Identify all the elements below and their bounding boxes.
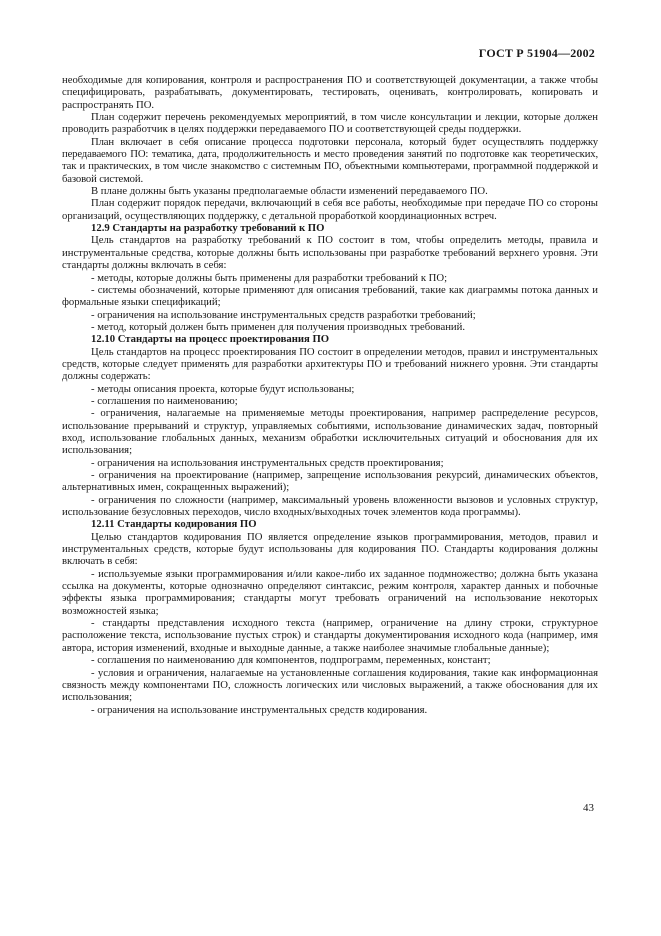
list-item: - используемые языки программирования и/или какое-либо их заданное подмножество; должна быть указана ссылка на документы, которые однозначно определяют синтаксис, режим контроля, характер данных и побочные эффекты языка программирования; стандарты могут требовать ограничений на использование некоторых возможностей языка; <box>62 567 598 617</box>
page-number: 43 <box>583 802 594 814</box>
list-item: - системы обозначений, которые применяют для описания требований, такие как диаграммы потока данных и формальные языки спецификаций; <box>62 283 598 309</box>
paragraph: План содержит порядок передачи, включающий в себя все работы, необходимые при передаче ПО со стороны организаций, осуществляющих поддержку, с детальной проработкой координационных встреч. <box>62 197 598 222</box>
list-item: - условия и ограничения, налагаемые на установленные соглашения кодирования, такие как информационная связность между компонентами ПО, сложность логических или числовых выражений, а также обоснования для их использования; <box>62 666 598 704</box>
list-item: - ограничения по сложности (например, максимальный уровень вложенности вызовов и условных структур, использование безусловных переходов, число входных/выходных точек элементов кода программы). <box>62 493 598 519</box>
list-item: - стандарты представления исходного текста (например, ограничение на длину строки, структурное расположение текста, использование пустых строк) и стандарты документирования исходного кода (например, имя автора, история изменений, входные и выходные данные, а также наиболее значимые глобальные данные); <box>62 617 598 654</box>
list-item: - ограничения на использование инструментальных средств разработки требований; <box>91 308 476 321</box>
list-item: - ограничения на использование инструментальных средств кодирования. <box>91 703 428 716</box>
list-item: - ограничения на проектирование (например, запрещение использования рекурсий, динамических объектов, альтернативных имен, сокращенных выражений); <box>62 469 598 494</box>
page-body <box>62 74 598 716</box>
list-item: - методы, которые должны быть применены для разработки требований к ПО; <box>91 271 448 284</box>
list-item: - ограничения, налагаемые на применяемые методы проектирования, например распределение ресурсов, использование прерываний и структур, управляемых событиями, использование динамических задач, повторный вход, использование глобальных данных, механизм обработки исключительных ситуаций и обоснования для их использования; <box>62 407 598 457</box>
paragraph: План включает в себя описание процесса подготовки персонала, который будет осуществлять поддержку передаваемого ПО: тематика, дата, продолжительность и место проведения занятий по подготовке как теоретических, так и практических, в том числе знакомство с системным ПО, объектными компьютерами, программной поддержкой и базовой системой. <box>62 135 598 185</box>
document-header: ГОСТ Р 51904—2002 <box>478 46 595 60</box>
list-item: - метод, который должен быть применен для получения производных требований. <box>91 320 466 333</box>
paragraph: Целью стандартов кодирования ПО является определение языков программирования, методов, правил и инструментальных средств, которые будут использованы для кодирования ПО. Стандарты кодирования должны включать в себя: <box>62 530 598 568</box>
list-item: - ограничения на использования инструментальных средств проектирования; <box>91 456 444 469</box>
section-heading-12-11: 12.11 Стандарты кодирования ПО <box>91 518 257 531</box>
section-heading-12-10: 12.10 Стандарты на процесс проектирования ПО <box>91 333 330 346</box>
paragraph: План содержит перечень рекомендуемых мероприятий, в том числе консультации и лекции, которые должен проводить разработчик в целях поддержки передаваемого ПО и соответствующей среды поддержки. <box>62 111 598 136</box>
section-heading-12-9: 12.9 Стандарты на разработку требований к ПО <box>91 222 325 235</box>
list-item: - методы описания проекта, которые будут использованы; <box>91 382 355 395</box>
paragraph: Цель стандартов на процесс проектирования ПО состоит в определении методов, правил и инструментальных средств, которые следует применять для разработки архитектуры ПО и требований нижнего уровня. Эти стандарты должны содержать: <box>62 345 598 383</box>
list-item: - соглашения по наименованию; <box>91 394 238 407</box>
list-item: - соглашения по наименованию для компонентов, подпрограмм, переменных, констант; <box>91 654 491 667</box>
paragraph: необходимые для копирования, контроля и распространения ПО и соответствующей документации, а также чтобы специфицировать, разрабатывать, документировать, тестировать, оценивать, контролировать, копировать и распространять ПО. <box>62 74 598 111</box>
paragraph: Цель стандартов на разработку требований к ПО состоит в том, чтобы определить методы, правила и инструментальные средства, которые должны быть использованы при разработке требований верхнего уровня. Эти стандарты должны включать в себя: <box>62 234 598 272</box>
paragraph: В плане должны быть указаны предполагаемые области изменений передаваемого ПО. <box>91 185 488 198</box>
